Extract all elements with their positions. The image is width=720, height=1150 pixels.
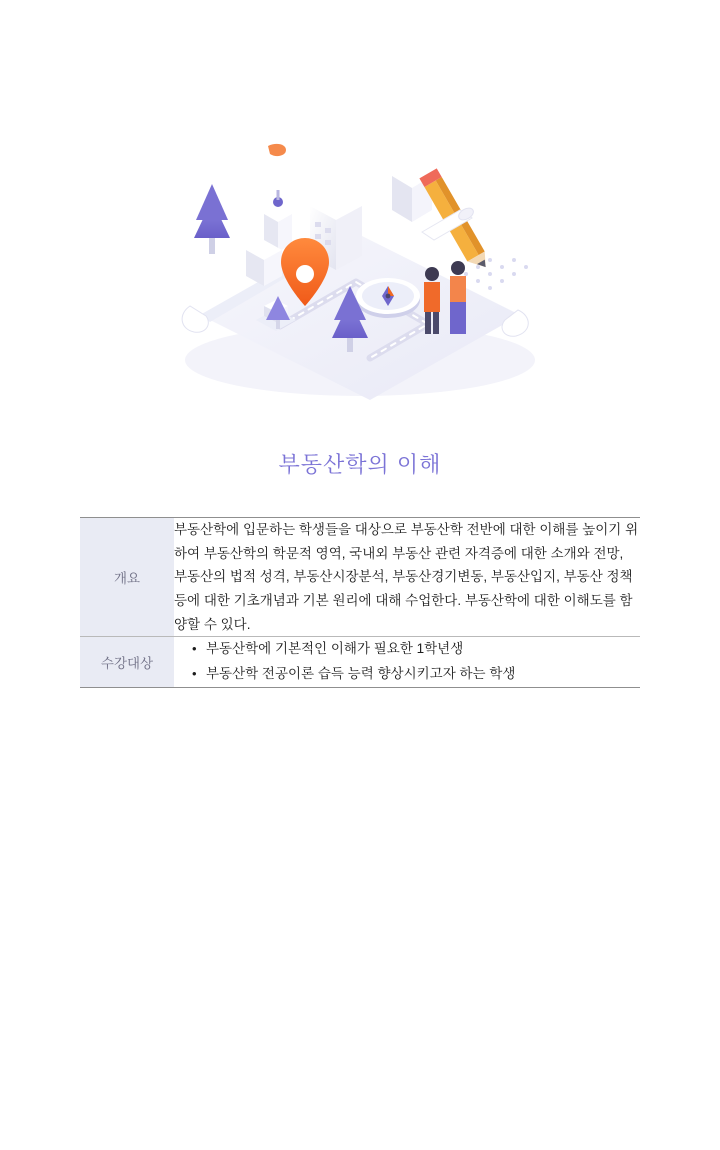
row-label-target-students: 수강대상 [80,637,174,688]
course-info-table [80,517,640,688]
person-right [450,261,466,334]
row-label-overview: 개요 [80,518,174,637]
list-item: • 부동산학에 기본적인 이해가 필요한 1학년생 [192,637,640,662]
row-value-overview: 부동산학에 입문하는 학생들을 대상으로 부동산학 전반에 대한 이해를 높이기 위하여 부동산학의 학문적 영역, 국내외 부동산 관련 자격증에 대한 소개와 전망, 부동산의 법적 성격, 부동산시장분석, 부동산경기변동, 부동산입지, 부동산 정책 등에 대한 기초개념과 기본 원리에 대해 수업한다. 부동산학에 대한 이해도를 함양할 수 있다. [174,518,640,637]
isometric-city-map-illustration [160,110,560,410]
compass-icon [356,278,420,318]
row-value-target-students [174,637,640,688]
tree-left [194,184,230,254]
target-students-list [174,637,640,687]
list-item: • 부동산학 전공이론 습득 능력 향상시키고자 하는 학생 [192,662,640,687]
document-page [0,110,720,1150]
table-row-overview [80,518,640,637]
page-title: 부동산학의 이해 [278,452,442,477]
course-info-table-wrap [80,517,640,688]
orange-accent-shape [268,144,286,156]
illustration-container [0,110,720,440]
building-tall-right [392,165,432,222]
table-row-target-students [80,637,640,688]
